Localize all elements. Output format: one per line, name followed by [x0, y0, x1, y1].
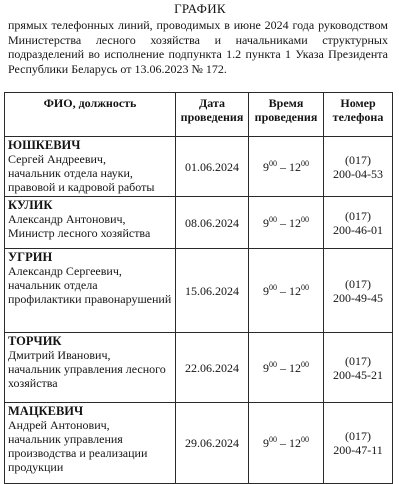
- time-end-minutes: 00: [301, 158, 309, 168]
- person-surname: КУЛИК: [8, 198, 53, 212]
- person-surname: УГРИН: [8, 250, 53, 264]
- document-title: ГРАФИК: [174, 1, 226, 16]
- person-surname: МАЦКЕВИЧ: [8, 404, 84, 418]
- phone-cell: [324, 249, 393, 333]
- header-time: Время проведения: [249, 93, 324, 137]
- time-end-minutes: 00: [301, 214, 309, 224]
- person-given-name: Александр Антонович,: [8, 212, 126, 226]
- phone-cell: [324, 137, 393, 197]
- time-start-hour: 9: [263, 283, 269, 298]
- document-intro: [8, 18, 388, 76]
- time-start-hour: 9: [263, 436, 269, 450]
- person-position: начальник управления лесного хозяйства: [8, 362, 166, 390]
- time-start-minutes: 00: [269, 282, 277, 292]
- date-cell: [176, 403, 249, 484]
- time-separator: –: [277, 159, 289, 174]
- phone-code: (017): [345, 152, 371, 167]
- phone-number: 200-45-21: [333, 367, 383, 382]
- person-cell: [5, 249, 176, 333]
- person-cell: [5, 333, 176, 403]
- date-value: 29.06.2024: [185, 436, 239, 450]
- time-cell: [249, 403, 324, 484]
- person-given-name: Сергей Андреевич,: [8, 152, 106, 166]
- schedule-table: [4, 92, 393, 484]
- phone-cell: [324, 197, 393, 249]
- date-value: 01.06.2024: [185, 159, 239, 174]
- phone-cell: [324, 333, 393, 403]
- time-end-hour: 12: [289, 283, 301, 298]
- person-cell: [5, 197, 176, 249]
- date-cell: [176, 137, 249, 197]
- time-start-minutes: 00: [269, 435, 277, 444]
- person-cell: [5, 403, 176, 484]
- time-cell: [249, 333, 324, 403]
- time-end-hour: 12: [289, 159, 301, 174]
- time-start-hour: 9: [263, 159, 269, 174]
- date-cell: [176, 197, 249, 249]
- time-separator: –: [277, 436, 289, 450]
- date-cell: [176, 249, 249, 333]
- person-position: Министр лесного хозяйства: [8, 226, 151, 240]
- date-cell: [176, 333, 249, 403]
- phone-number: 200-49-45: [333, 290, 383, 305]
- header-name: ФИО, должность: [5, 93, 176, 137]
- time-start-hour: 9: [263, 360, 269, 375]
- person-surname: ТОРЧИК: [8, 334, 62, 348]
- time-end-hour: 12: [289, 360, 301, 375]
- person-position: начальник управления производства и реализации продукции: [8, 432, 148, 474]
- time-start-hour: 9: [263, 215, 269, 230]
- time-end-minutes: 00: [301, 435, 309, 444]
- phone-code: (017): [345, 276, 371, 291]
- time-end-hour: 12: [289, 436, 301, 450]
- person-position: начальник отдела науки, правовой и кадровой работы: [8, 166, 155, 194]
- phone-code: (017): [345, 353, 371, 368]
- time-cell: [249, 197, 324, 249]
- phone-number: 200-46-01: [333, 222, 383, 237]
- time-end-minutes: 00: [301, 282, 309, 292]
- time-separator: –: [277, 283, 289, 298]
- header-phone: Номер телефона: [324, 93, 393, 137]
- person-position: начальник отдела профилактики правонарушений: [8, 278, 172, 306]
- person-given-name: Дмитрий Иванович,: [8, 348, 111, 362]
- time-end-minutes: 00: [301, 359, 309, 369]
- phone-code: (017): [345, 429, 371, 443]
- phone-cell: [324, 403, 393, 484]
- person-surname: ЮШКЕВИЧ: [8, 138, 81, 152]
- intro-line: прямых телефонных линий, проводимых в июне 2024 года руководством: [8, 18, 388, 32]
- table-header-row: [5, 93, 393, 137]
- time-cell: [249, 137, 324, 197]
- time-separator: –: [277, 360, 289, 375]
- person-cell: [5, 137, 176, 197]
- time-end-hour: 12: [289, 215, 301, 230]
- table-row: [5, 249, 393, 333]
- person-given-name: Андрей Антонович,: [8, 418, 110, 432]
- header-date: Дата проведения: [176, 93, 249, 137]
- table-row: [5, 197, 393, 249]
- phone-number: 200-04-53: [333, 166, 383, 181]
- date-value: 15.06.2024: [185, 283, 239, 298]
- table-row: [5, 403, 393, 484]
- time-separator: –: [277, 215, 289, 230]
- intro-line: Министерства лесного хозяйства и начальниками структурных: [8, 32, 388, 47]
- time-start-minutes: 00: [269, 214, 277, 224]
- time-start-minutes: 00: [269, 158, 277, 168]
- time-start-minutes: 00: [269, 359, 277, 369]
- date-value: 22.06.2024: [185, 360, 239, 375]
- intro-line: подразделений во исполнение подпункта 1.2 пункта 1 Указа Президента: [8, 47, 388, 61]
- date-value: 08.06.2024: [185, 215, 239, 230]
- phone-code: (017): [345, 208, 371, 223]
- person-given-name: Александр Сергеевич,: [8, 264, 122, 278]
- intro-line: Республики Беларусь от 13.06.2023 № 172.: [8, 61, 227, 76]
- table-row: [5, 137, 393, 197]
- table-row: [5, 333, 393, 403]
- time-cell: [249, 249, 324, 333]
- phone-number: 200-47-11: [333, 443, 383, 457]
